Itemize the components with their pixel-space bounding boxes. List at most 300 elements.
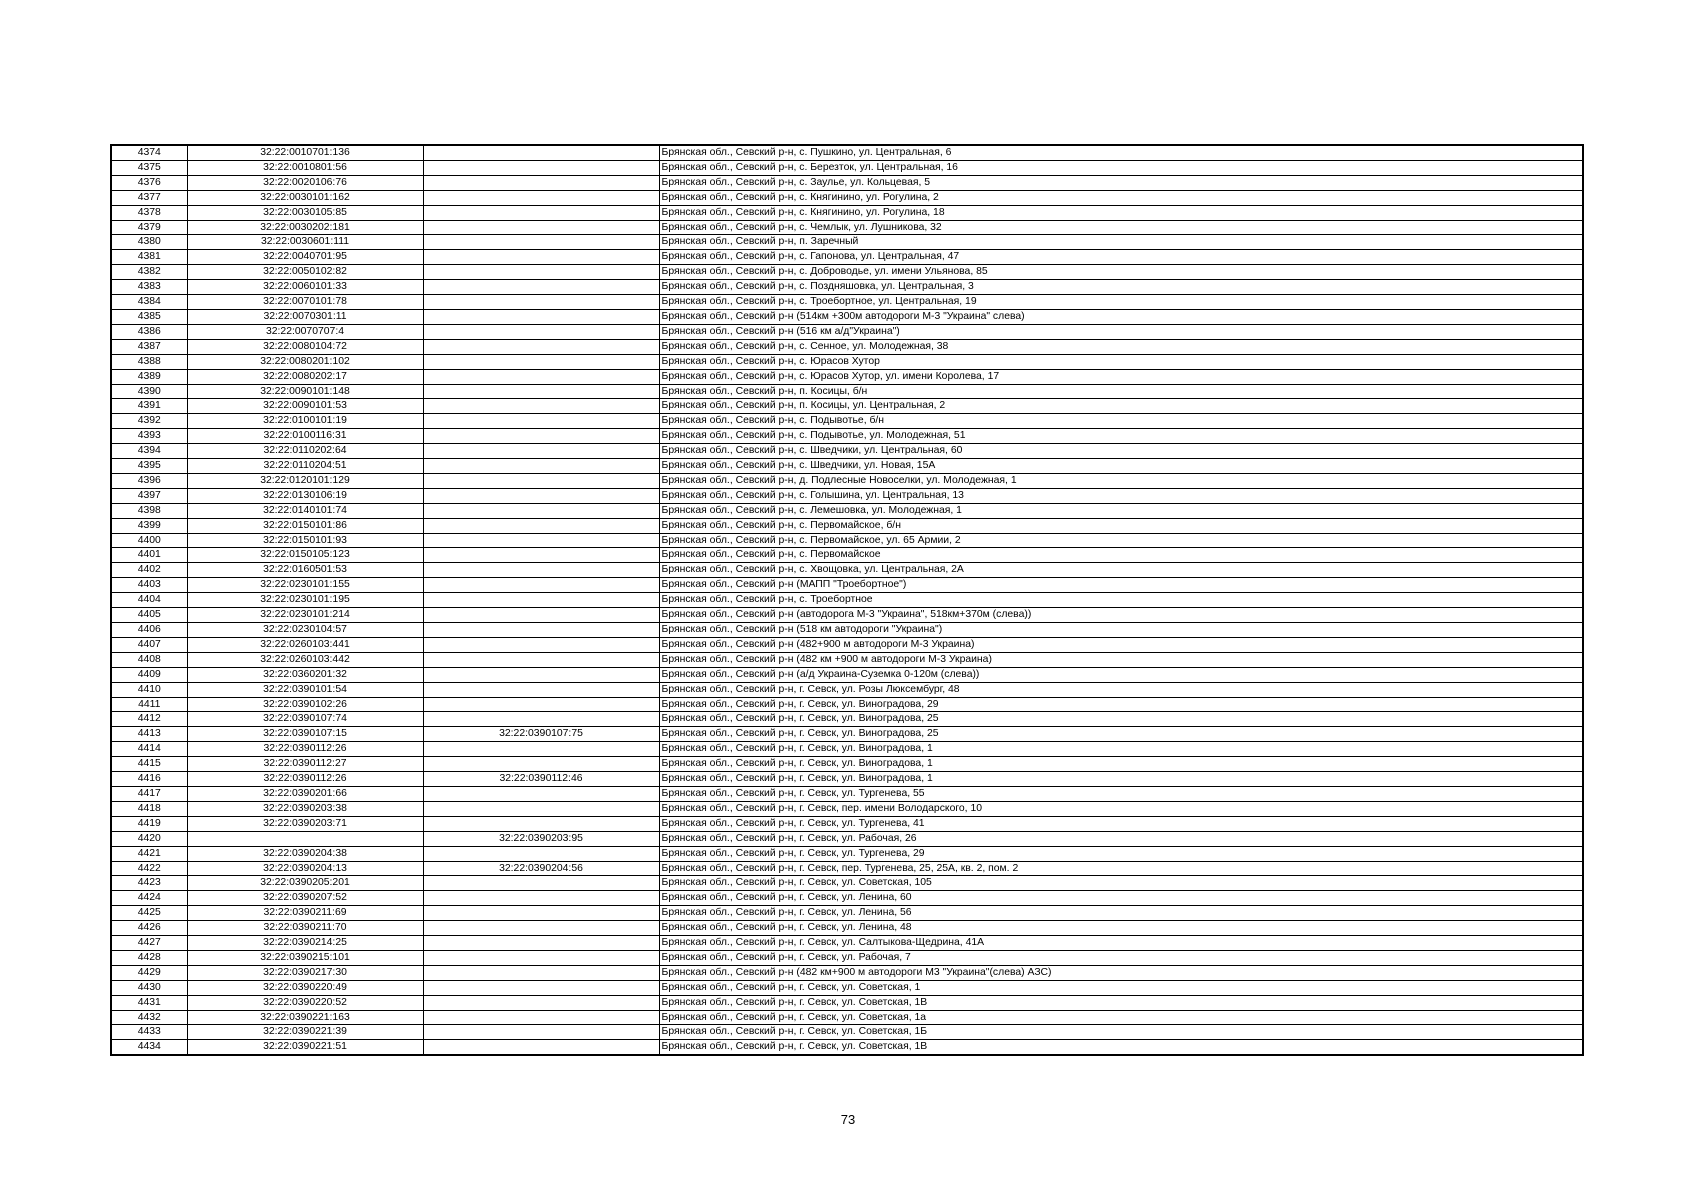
- row-number-cell: 4416: [111, 772, 187, 787]
- related-cadastral-number-cell: [423, 593, 659, 608]
- table-row: [111, 727, 1583, 742]
- table-row: [111, 608, 1583, 623]
- table-row: [111, 324, 1583, 339]
- table-row: [111, 980, 1583, 995]
- cadastral-number-cell: 32:22:0090101:148: [187, 384, 423, 399]
- cadastral-number-cell: 32:22:0160501:53: [187, 563, 423, 578]
- cadastral-number-cell: 32:22:0390203:38: [187, 801, 423, 816]
- related-cadastral-number-cell: [423, 757, 659, 772]
- row-number-cell: 4419: [111, 816, 187, 831]
- row-number-cell: 4380: [111, 235, 187, 250]
- address-cell: Брянская обл., Севский р-н, с. Первомайское, б/н: [659, 518, 1583, 533]
- address-cell: Брянская обл., Севский р-н (518 км автодороги "Украина"): [659, 623, 1583, 638]
- row-number-cell: 4415: [111, 757, 187, 772]
- address-cell: Брянская обл., Севский р-н (514км +300м автодороги М-3 "Украина" слева): [659, 309, 1583, 324]
- cadastral-number-cell: 32:22:0150101:93: [187, 533, 423, 548]
- related-cadastral-number-cell: [423, 1025, 659, 1040]
- row-number-cell: 4384: [111, 295, 187, 310]
- cadastral-number-cell: 32:22:0390207:52: [187, 891, 423, 906]
- row-number-cell: 4376: [111, 175, 187, 190]
- table-row: [111, 936, 1583, 951]
- address-cell: Брянская обл., Севский р-н (482 км +900 м автодороги М-3 Украина): [659, 652, 1583, 667]
- registry-table-body: [111, 145, 1583, 1055]
- address-cell: Брянская обл., Севский р-н, г. Севск, ул. Тургенева, 55: [659, 786, 1583, 801]
- table-row: [111, 354, 1583, 369]
- address-cell: Брянская обл., Севский р-н, с. Чемлык, ул. Лушникова, 32: [659, 220, 1583, 235]
- cadastral-number-cell: 32:22:0100116:31: [187, 429, 423, 444]
- row-number-cell: 4386: [111, 324, 187, 339]
- row-number-cell: 4430: [111, 980, 187, 995]
- address-cell: Брянская обл., Севский р-н, с. Доброводье, ул. имени Ульянова, 85: [659, 265, 1583, 280]
- table-row: [111, 309, 1583, 324]
- address-cell: Брянская обл., Севский р-н, с. Подывотье, ул. Молодежная, 51: [659, 429, 1583, 444]
- table-row: [111, 459, 1583, 474]
- related-cadastral-number-cell: [423, 503, 659, 518]
- table-row: [111, 175, 1583, 190]
- row-number-cell: 4394: [111, 444, 187, 459]
- table-row: [111, 637, 1583, 652]
- related-cadastral-number-cell: [423, 384, 659, 399]
- cadastral-number-cell: 32:22:0390101:54: [187, 682, 423, 697]
- address-cell: Брянская обл., Севский р-н, г. Севск, пер. имени Володарского, 10: [659, 801, 1583, 816]
- table-row: [111, 1040, 1583, 1055]
- address-cell: Брянская обл., Севский р-н, с. Подывотье, б/н: [659, 414, 1583, 429]
- row-number-cell: 4420: [111, 831, 187, 846]
- row-number-cell: 4401: [111, 548, 187, 563]
- row-number-cell: 4404: [111, 593, 187, 608]
- related-cadastral-number-cell: [423, 742, 659, 757]
- table-row: [111, 399, 1583, 414]
- row-number-cell: 4389: [111, 369, 187, 384]
- address-cell: Брянская обл., Севский р-н, с. Шведчики, ул. Центральная, 60: [659, 444, 1583, 459]
- row-number-cell: 4395: [111, 459, 187, 474]
- table-row: [111, 250, 1583, 265]
- related-cadastral-number-cell: [423, 906, 659, 921]
- table-row: [111, 965, 1583, 980]
- related-cadastral-number-cell: [423, 280, 659, 295]
- cadastral-number-cell: 32:22:0020106:76: [187, 175, 423, 190]
- address-cell: Брянская обл., Севский р-н, с. Хвощовка, ул. Центральная, 2А: [659, 563, 1583, 578]
- address-cell: Брянская обл., Севский р-н (482 км+900 м автодороги М3 "Украина"(слева) АЗС): [659, 965, 1583, 980]
- related-cadastral-number-cell: [423, 682, 659, 697]
- address-cell: Брянская обл., Севский р-н, с. Сенное, ул. Молодежная, 38: [659, 339, 1583, 354]
- address-cell: Брянская обл., Севский р-н, с. Княгинино, ул. Рогулина, 2: [659, 190, 1583, 205]
- address-cell: Брянская обл., Севский р-н, с. Первомайское, ул. 65 Армии, 2: [659, 533, 1583, 548]
- related-cadastral-number-cell: [423, 518, 659, 533]
- row-number-cell: 4375: [111, 160, 187, 175]
- cadastral-number-cell: 32:22:0230101:195: [187, 593, 423, 608]
- table-row: [111, 548, 1583, 563]
- table-row: [111, 876, 1583, 891]
- table-row: [111, 429, 1583, 444]
- cadastral-number-cell: 32:22:0390220:49: [187, 980, 423, 995]
- row-number-cell: 4418: [111, 801, 187, 816]
- address-cell: Брянская обл., Севский р-н, г. Севск, ул. Виноградова, 1: [659, 742, 1583, 757]
- table-row: [111, 742, 1583, 757]
- table-row: [111, 995, 1583, 1010]
- row-number-cell: 4409: [111, 667, 187, 682]
- cadastral-number-cell: 32:22:0390211:69: [187, 906, 423, 921]
- address-cell: Брянская обл., Севский р-н, г. Севск, пер. Тургенева, 25, 25А, кв. 2, пом. 2: [659, 861, 1583, 876]
- row-number-cell: 4391: [111, 399, 187, 414]
- related-cadastral-number-cell: [423, 324, 659, 339]
- related-cadastral-number-cell: [423, 369, 659, 384]
- cadastral-number-cell: 32:22:0140101:74: [187, 503, 423, 518]
- cadastral-number-cell: [187, 831, 423, 846]
- cadastral-number-cell: 32:22:0070301:11: [187, 309, 423, 324]
- address-cell: Брянская обл., Севский р-н (МАПП "Троебортное"): [659, 578, 1583, 593]
- address-cell: Брянская обл., Севский р-н, г. Севск, ул. Рабочая, 7: [659, 950, 1583, 965]
- cadastral-number-cell: 32:22:0390204:13: [187, 861, 423, 876]
- related-cadastral-number-cell: [423, 399, 659, 414]
- related-cadastral-number-cell: [423, 220, 659, 235]
- related-cadastral-number-cell: [423, 578, 659, 593]
- related-cadastral-number-cell: [423, 697, 659, 712]
- cadastral-number-cell: 32:22:0150101:86: [187, 518, 423, 533]
- related-cadastral-number-cell: [423, 354, 659, 369]
- row-number-cell: 4424: [111, 891, 187, 906]
- table-row: [111, 384, 1583, 399]
- related-cadastral-number-cell: [423, 205, 659, 220]
- cadastral-number-cell: 32:22:0230101:214: [187, 608, 423, 623]
- table-row: [111, 369, 1583, 384]
- cadastral-number-cell: 32:22:0230101:155: [187, 578, 423, 593]
- related-cadastral-number-cell: [423, 652, 659, 667]
- row-number-cell: 4434: [111, 1040, 187, 1055]
- cadastral-number-cell: 32:22:0050102:82: [187, 265, 423, 280]
- related-cadastral-number-cell: [423, 995, 659, 1010]
- row-number-cell: 4426: [111, 921, 187, 936]
- related-cadastral-number-cell: [423, 563, 659, 578]
- cadastral-number-cell: 32:22:0390205:201: [187, 876, 423, 891]
- row-number-cell: 4381: [111, 250, 187, 265]
- cadastral-number-cell: 32:22:0030105:85: [187, 205, 423, 220]
- address-cell: Брянская обл., Севский р-н, п. Косицы, б/н: [659, 384, 1583, 399]
- cadastral-number-cell: 32:22:0040701:95: [187, 250, 423, 265]
- address-cell: Брянская обл., Севский р-н, с. Княгинино, ул. Рогулина, 18: [659, 205, 1583, 220]
- table-row: [111, 950, 1583, 965]
- cadastral-number-cell: 32:22:0390217:30: [187, 965, 423, 980]
- cadastral-number-cell: 32:22:0070707:4: [187, 324, 423, 339]
- related-cadastral-number-cell: [423, 846, 659, 861]
- table-row: [111, 265, 1583, 280]
- row-number-cell: 4398: [111, 503, 187, 518]
- row-number-cell: 4374: [111, 145, 187, 160]
- table-row: [111, 772, 1583, 787]
- table-row: [111, 145, 1583, 160]
- cadastral-number-cell: 32:22:0110202:64: [187, 444, 423, 459]
- cadastral-number-cell: 32:22:0080104:72: [187, 339, 423, 354]
- address-cell: Брянская обл., Севский р-н, г. Севск, ул. Советская, 1В: [659, 995, 1583, 1010]
- cadastral-number-cell: 32:22:0390221:163: [187, 1010, 423, 1025]
- table-row: [111, 906, 1583, 921]
- cadastral-number-cell: 32:22:0030601:111: [187, 235, 423, 250]
- related-cadastral-number-cell: [423, 712, 659, 727]
- related-cadastral-number-cell: [423, 548, 659, 563]
- table-row: [111, 339, 1583, 354]
- row-number-cell: 4423: [111, 876, 187, 891]
- address-cell: Брянская обл., Севский р-н, с. Шведчики, ул. Новая, 15А: [659, 459, 1583, 474]
- row-number-cell: 4410: [111, 682, 187, 697]
- cadastral-number-cell: 32:22:0010801:56: [187, 160, 423, 175]
- cadastral-number-cell: 32:22:0120101:129: [187, 473, 423, 488]
- related-cadastral-number-cell: [423, 309, 659, 324]
- row-number-cell: 4428: [111, 950, 187, 965]
- table-row: [111, 205, 1583, 220]
- related-cadastral-number-cell: 32:22:0390112:46: [423, 772, 659, 787]
- table-row: [111, 831, 1583, 846]
- row-number-cell: 4403: [111, 578, 187, 593]
- address-cell: Брянская обл., Севский р-н, г. Севск, ул. Советская, 1Б: [659, 1025, 1583, 1040]
- address-cell: Брянская обл., Севский р-н, г. Севск, ул. Ленина, 60: [659, 891, 1583, 906]
- row-number-cell: 4399: [111, 518, 187, 533]
- related-cadastral-number-cell: [423, 623, 659, 638]
- table-row: [111, 1010, 1583, 1025]
- table-row: [111, 518, 1583, 533]
- row-number-cell: 4397: [111, 488, 187, 503]
- address-cell: Брянская обл., Севский р-н, г. Севск, ул. Советская, 105: [659, 876, 1583, 891]
- row-number-cell: 4411: [111, 697, 187, 712]
- related-cadastral-number-cell: [423, 265, 659, 280]
- cadastral-number-cell: 32:22:0080201:102: [187, 354, 423, 369]
- cadastral-number-cell: 32:22:0390203:71: [187, 816, 423, 831]
- address-cell: Брянская обл., Севский р-н, с. Заулье, ул. Кольцевая, 5: [659, 175, 1583, 190]
- cadastral-number-cell: 32:22:0130106:19: [187, 488, 423, 503]
- registry-table: [110, 144, 1584, 1056]
- cadastral-number-cell: 32:22:0390107:15: [187, 727, 423, 742]
- row-number-cell: 4379: [111, 220, 187, 235]
- address-cell: Брянская обл., Севский р-н, г. Севск, ул. Виноградова, 1: [659, 772, 1583, 787]
- related-cadastral-number-cell: [423, 637, 659, 652]
- related-cadastral-number-cell: [423, 921, 659, 936]
- cadastral-number-cell: 32:22:0390215:101: [187, 950, 423, 965]
- address-cell: Брянская обл., Севский р-н, с. Юрасов Хутор: [659, 354, 1583, 369]
- row-number-cell: 4400: [111, 533, 187, 548]
- table-row: [111, 891, 1583, 906]
- table-row: [111, 921, 1583, 936]
- related-cadastral-number-cell: [423, 876, 659, 891]
- table-row: [111, 220, 1583, 235]
- table-row: [111, 414, 1583, 429]
- table-row: [111, 488, 1583, 503]
- related-cadastral-number-cell: [423, 250, 659, 265]
- row-number-cell: 4390: [111, 384, 187, 399]
- related-cadastral-number-cell: [423, 235, 659, 250]
- table-row: [111, 503, 1583, 518]
- row-number-cell: 4378: [111, 205, 187, 220]
- cadastral-number-cell: 32:22:0390201:66: [187, 786, 423, 801]
- row-number-cell: 4431: [111, 995, 187, 1010]
- related-cadastral-number-cell: [423, 190, 659, 205]
- address-cell: Брянская обл., Севский р-н, г. Севск, ул. Виноградова, 29: [659, 697, 1583, 712]
- related-cadastral-number-cell: [423, 414, 659, 429]
- row-number-cell: 4414: [111, 742, 187, 757]
- table-row: [111, 667, 1583, 682]
- cadastral-number-cell: 32:22:0070101:78: [187, 295, 423, 310]
- related-cadastral-number-cell: [423, 295, 659, 310]
- address-cell: Брянская обл., Севский р-н, с. Пушкино, ул. Центральная, 6: [659, 145, 1583, 160]
- address-cell: Брянская обл., Севский р-н, г. Севск, ул. Тургенева, 41: [659, 816, 1583, 831]
- address-cell: Брянская обл., Севский р-н (516 км а/д"Украина"): [659, 324, 1583, 339]
- row-number-cell: 4402: [111, 563, 187, 578]
- address-cell: Брянская обл., Севский р-н, г. Севск, ул. Советская, 1а: [659, 1010, 1583, 1025]
- row-number-cell: 4407: [111, 637, 187, 652]
- address-cell: Брянская обл., Севский р-н, г. Севск, ул. Ленина, 56: [659, 906, 1583, 921]
- table-row: [111, 593, 1583, 608]
- cadastral-number-cell: 32:22:0390221:51: [187, 1040, 423, 1055]
- table-row: [111, 444, 1583, 459]
- row-number-cell: 4417: [111, 786, 187, 801]
- row-number-cell: 4406: [111, 623, 187, 638]
- address-cell: Брянская обл., Севский р-н, г. Севск, ул. Виноградова, 25: [659, 712, 1583, 727]
- related-cadastral-number-cell: [423, 816, 659, 831]
- related-cadastral-number-cell: [423, 1040, 659, 1055]
- address-cell: Брянская обл., Севский р-н, д. Подлесные Новоселки, ул. Молодежная, 1: [659, 473, 1583, 488]
- related-cadastral-number-cell: [423, 965, 659, 980]
- table-row: [111, 861, 1583, 876]
- address-cell: Брянская обл., Севский р-н (автодорога М-3 "Украина", 518км+370м (слева)): [659, 608, 1583, 623]
- row-number-cell: 4393: [111, 429, 187, 444]
- related-cadastral-number-cell: [423, 1010, 659, 1025]
- address-cell: Брянская обл., Севский р-н, с. Юрасов Хутор, ул. имени Королева, 17: [659, 369, 1583, 384]
- cadastral-number-cell: 32:22:0390204:38: [187, 846, 423, 861]
- address-cell: Брянская обл., Севский р-н, с. Гапонова, ул. Центральная, 47: [659, 250, 1583, 265]
- table-row: [111, 712, 1583, 727]
- row-number-cell: 4433: [111, 1025, 187, 1040]
- table-row: [111, 1025, 1583, 1040]
- row-number-cell: 4432: [111, 1010, 187, 1025]
- cadastral-number-cell: 32:22:0390211:70: [187, 921, 423, 936]
- table-row: [111, 563, 1583, 578]
- row-number-cell: 4412: [111, 712, 187, 727]
- table-row: [111, 235, 1583, 250]
- related-cadastral-number-cell: [423, 175, 659, 190]
- row-number-cell: 4377: [111, 190, 187, 205]
- address-cell: Брянская обл., Севский р-н, г. Севск, ул. Рабочая, 26: [659, 831, 1583, 846]
- related-cadastral-number-cell: [423, 145, 659, 160]
- address-cell: Брянская обл., Севский р-н, с. Троебортное, ул. Центральная, 19: [659, 295, 1583, 310]
- table-row: [111, 652, 1583, 667]
- related-cadastral-number-cell: [423, 980, 659, 995]
- row-number-cell: 4425: [111, 906, 187, 921]
- row-number-cell: 4383: [111, 280, 187, 295]
- related-cadastral-number-cell: 32:22:0390204:56: [423, 861, 659, 876]
- related-cadastral-number-cell: [423, 459, 659, 474]
- table-row: [111, 801, 1583, 816]
- related-cadastral-number-cell: [423, 667, 659, 682]
- row-number-cell: 4405: [111, 608, 187, 623]
- row-number-cell: 4385: [111, 309, 187, 324]
- cadastral-number-cell: 32:22:0390112:27: [187, 757, 423, 772]
- table-row: [111, 578, 1583, 593]
- row-number-cell: 4388: [111, 354, 187, 369]
- cadastral-number-cell: 32:22:0390214:25: [187, 936, 423, 951]
- table-row: [111, 697, 1583, 712]
- cadastral-number-cell: 32:22:0390221:39: [187, 1025, 423, 1040]
- page-number: 73: [840, 1112, 856, 1127]
- address-cell: Брянская обл., Севский р-н, г. Севск, ул. Розы Люксембург, 48: [659, 682, 1583, 697]
- cadastral-number-cell: 32:22:0390102:26: [187, 697, 423, 712]
- address-cell: Брянская обл., Севский р-н, г. Севск, ул. Тургенева, 29: [659, 846, 1583, 861]
- cadastral-number-cell: 32:22:0260103:441: [187, 637, 423, 652]
- cadastral-number-cell: 32:22:0010701:136: [187, 145, 423, 160]
- row-number-cell: 4413: [111, 727, 187, 742]
- cadastral-number-cell: 32:22:0150105:123: [187, 548, 423, 563]
- related-cadastral-number-cell: [423, 429, 659, 444]
- cadastral-number-cell: 32:22:0390112:26: [187, 742, 423, 757]
- cadastral-number-cell: 32:22:0230104:57: [187, 623, 423, 638]
- table-row: [111, 757, 1583, 772]
- address-cell: Брянская обл., Севский р-н, с. Поздняшовка, ул. Центральная, 3: [659, 280, 1583, 295]
- address-cell: Брянская обл., Севский р-н, п. Заречный: [659, 235, 1583, 250]
- cadastral-number-cell: 32:22:0390107:74: [187, 712, 423, 727]
- cadastral-number-cell: 32:22:0100101:19: [187, 414, 423, 429]
- cadastral-number-cell: 32:22:0390112:26: [187, 772, 423, 787]
- related-cadastral-number-cell: [423, 936, 659, 951]
- related-cadastral-number-cell: [423, 608, 659, 623]
- related-cadastral-number-cell: [423, 786, 659, 801]
- row-number-cell: 4382: [111, 265, 187, 280]
- row-number-cell: 4421: [111, 846, 187, 861]
- address-cell: Брянская обл., Севский р-н, г. Севск, ул. Советская, 1В: [659, 1040, 1583, 1055]
- address-cell: Брянская обл., Севский р-н, п. Косицы, ул. Центральная, 2: [659, 399, 1583, 414]
- related-cadastral-number-cell: [423, 801, 659, 816]
- address-cell: Брянская обл., Севский р-н, с. Первомайское: [659, 548, 1583, 563]
- related-cadastral-number-cell: [423, 891, 659, 906]
- row-number-cell: 4429: [111, 965, 187, 980]
- address-cell: Брянская обл., Севский р-н, г. Севск, ул. Салтыкова-Щедрина, 41А: [659, 936, 1583, 951]
- address-cell: Брянская обл., Севский р-н, с. Березток, ул. Центральная, 16: [659, 160, 1583, 175]
- address-cell: Брянская обл., Севский р-н, с. Троебортное: [659, 593, 1583, 608]
- address-cell: Брянская обл., Севский р-н, с. Лемешовка, ул. Молодежная, 1: [659, 503, 1583, 518]
- table-row: [111, 295, 1583, 310]
- row-number-cell: 4392: [111, 414, 187, 429]
- table-row: [111, 190, 1583, 205]
- related-cadastral-number-cell: 32:22:0390107:75: [423, 727, 659, 742]
- address-cell: Брянская обл., Севский р-н, г. Севск, ул. Виноградова, 1: [659, 757, 1583, 772]
- address-cell: Брянская обл., Севский р-н, г. Севск, ул. Ленина, 48: [659, 921, 1583, 936]
- table-row: [111, 533, 1583, 548]
- related-cadastral-number-cell: [423, 160, 659, 175]
- related-cadastral-number-cell: [423, 533, 659, 548]
- related-cadastral-number-cell: [423, 444, 659, 459]
- related-cadastral-number-cell: 32:22:0390203:95: [423, 831, 659, 846]
- address-cell: Брянская обл., Севский р-н, г. Севск, ул. Виноградова, 25: [659, 727, 1583, 742]
- cadastral-number-cell: 32:22:0360201:32: [187, 667, 423, 682]
- related-cadastral-number-cell: [423, 950, 659, 965]
- cadastral-number-cell: 32:22:0390220:52: [187, 995, 423, 1010]
- table-row: [111, 280, 1583, 295]
- related-cadastral-number-cell: [423, 339, 659, 354]
- table-row: [111, 846, 1583, 861]
- cadastral-number-cell: 32:22:0030101:162: [187, 190, 423, 205]
- cadastral-number-cell: 32:22:0260103:442: [187, 652, 423, 667]
- related-cadastral-number-cell: [423, 488, 659, 503]
- table-row: [111, 160, 1583, 175]
- table-row: [111, 816, 1583, 831]
- row-number-cell: 4422: [111, 861, 187, 876]
- related-cadastral-number-cell: [423, 473, 659, 488]
- table-row: [111, 473, 1583, 488]
- cadastral-number-cell: 32:22:0060101:33: [187, 280, 423, 295]
- address-cell: Брянская обл., Севский р-н (482+900 м автодороги М-3 Украина): [659, 637, 1583, 652]
- cadastral-number-cell: 32:22:0080202:17: [187, 369, 423, 384]
- table-row: [111, 786, 1583, 801]
- address-cell: Брянская обл., Севский р-н, с. Голышина, ул. Центральная, 13: [659, 488, 1583, 503]
- cadastral-number-cell: 32:22:0030202:181: [187, 220, 423, 235]
- address-cell: Брянская обл., Севский р-н (а/д Украина-Суземка 0-120м (слева)): [659, 667, 1583, 682]
- row-number-cell: 4396: [111, 473, 187, 488]
